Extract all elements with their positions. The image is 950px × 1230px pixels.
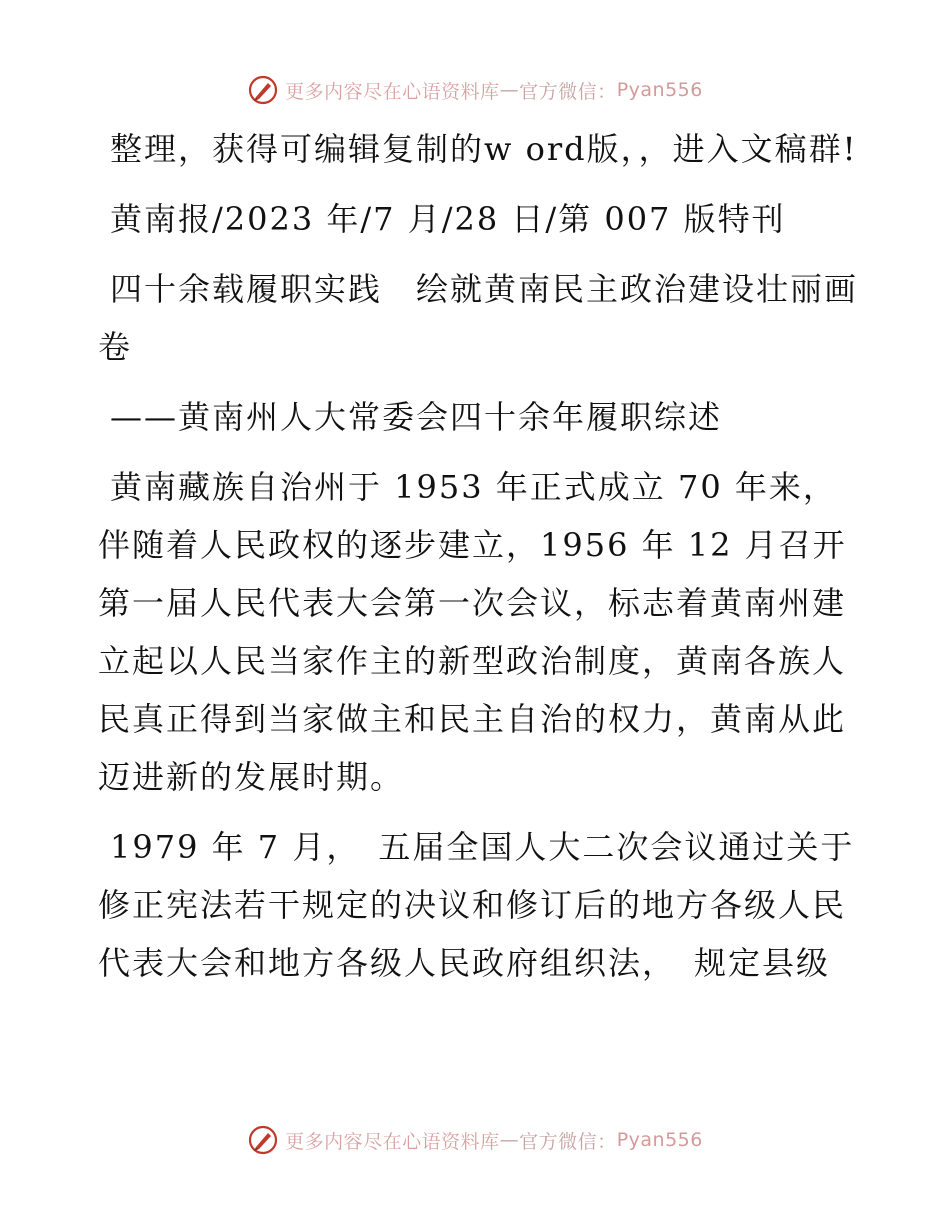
body-paragraph: 黄南藏族自治州于 1953 年正式成立 70 年来，伴随着人民政权的逐步建立，1956 年 12 月召开第一届人民代表大会第一次会议，标志着黄南州建立起以人民当家作主的新型政治制度，黄南各族人民真正得到当家做主和民主自治的权力，黄南从此迈进新的发展时期。	[98, 468, 847, 796]
watermark-wechat-label: 官方微信：	[519, 80, 617, 103]
source-line: 黄南报/2023 年/7 月/28 日/第 007 版特刊	[110, 200, 786, 238]
footer-watermark	[0, 1124, 950, 1156]
intro-paragraph: 整理，获得可编辑复制的w ord版，，进入文稿群!	[110, 130, 858, 168]
article-subtitle: ——黄南州人大常委会四十余年履职综述	[110, 398, 723, 436]
watermark-text: 更多内容尽在心语资料库	[285, 80, 500, 103]
watermark-wechat-id: Pyan556	[616, 79, 703, 101]
header-watermark	[0, 74, 950, 106]
watermark-separator: —	[499, 1129, 520, 1151]
watermark-separator: —	[499, 79, 520, 101]
watermark-text: 更多内容尽在心语资料库	[285, 1130, 500, 1153]
body-paragraph: 1979 年 7 月， 五届全国人大二次会议通过关于修正宪法若干规定的决议和修订后的地方各级人民代表大会和地方各级人民政府组织法， 规定县级	[98, 828, 855, 982]
pen-logo-icon	[247, 1124, 279, 1156]
article-title: 四十余载履职实践 绘就黄南民主政治建设壮丽画卷	[98, 270, 859, 366]
watermark-wechat-id: Pyan556	[616, 1129, 703, 1151]
document-body	[98, 120, 858, 1004]
pen-logo-icon	[247, 74, 279, 106]
watermark-wechat-label: 官方微信：	[519, 1130, 617, 1153]
